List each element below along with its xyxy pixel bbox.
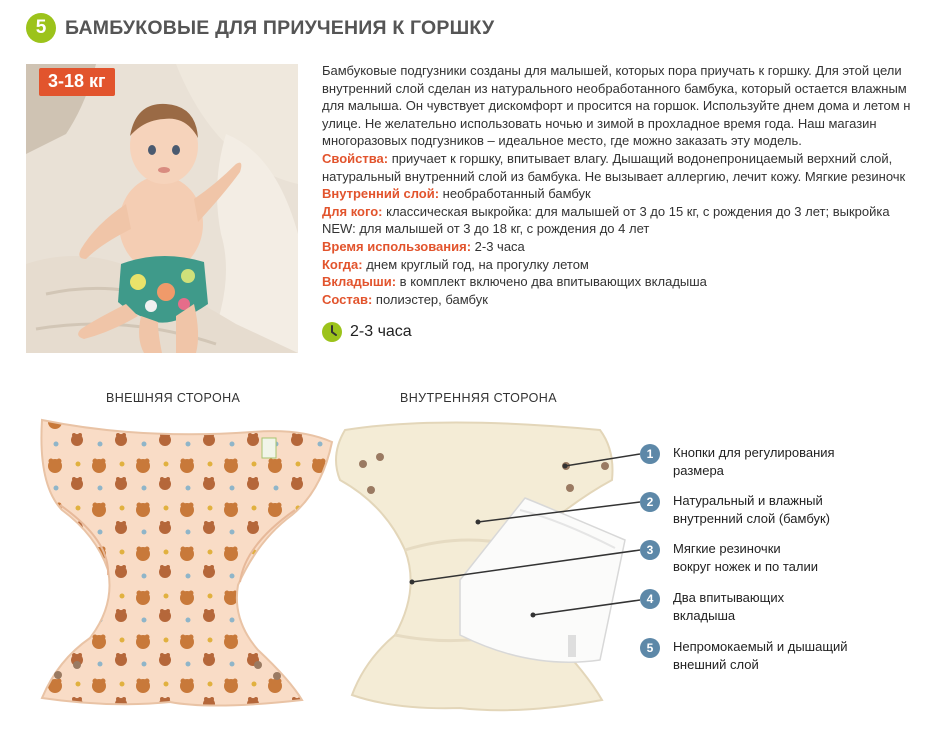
callout-text: [673, 638, 848, 673]
properties-row: [322, 150, 949, 168]
callout-line: внутренний слой (бамбук): [673, 510, 831, 526]
section-number-badge: 5: [26, 13, 56, 43]
section-title: БАМБУКОВЫЕ ДЛЯ ПРИУЧЕНИЯ К ГОРШКУ: [65, 16, 495, 39]
callout-line: Мягкие резиночки: [673, 541, 781, 556]
usage-time-text: 2-3 часа: [350, 323, 412, 340]
intro-line: для малыша. Он чувствует дискомфорт и просится на горшок. Используйте днем дома и летом н: [322, 98, 911, 114]
when-label: Когда:: [322, 256, 363, 272]
callout-line: Два впитывающих: [673, 590, 785, 605]
composition-label: Состав:: [322, 291, 373, 307]
callout-number: 4: [640, 589, 660, 609]
when-row: [322, 256, 949, 274]
callout-text: [673, 589, 784, 624]
callout-text: [673, 540, 818, 575]
intro-line: многоразовых подгузников – идеальное место, где можно заказать эту модель.: [322, 133, 802, 149]
usage-time-label: Время использования:: [322, 238, 472, 254]
properties-value: приучает к горшку, впитывает влагу. Дышащий водонепроницаемый верхний слой,: [388, 150, 893, 166]
usage-time-value: 2-3 часа: [471, 238, 525, 254]
callout-line: Кнопки для регулирования: [673, 445, 835, 460]
callout-number: 5: [640, 638, 660, 658]
callout-text: [673, 492, 830, 527]
properties-row-cont: натуральный внутренний слой из бамбука. Не вызывает аллергию, лечит кожу. Мягкие резиночк: [322, 168, 906, 184]
outer-side-title: ВНЕШНЯЯ СТОРОНА: [106, 391, 241, 405]
product-description: [322, 62, 949, 308]
composition-value: полиэстер, бамбук: [372, 291, 488, 307]
intro-line: внутренний слой сделан из натурального необработанного бамбука, который остается влажным: [322, 80, 907, 96]
callout-number: 3: [640, 540, 660, 560]
callout-line: внешний слой: [673, 656, 759, 672]
intro-line: Бамбуковые подгузники созданы для малышей, которых пора приучать к горшку. Для этой цели: [322, 63, 902, 78]
for-whom-row-cont: NEW: для малышей от 3 до 18 кг, с рождения до 4 лет: [322, 221, 650, 237]
callout-number: 2: [640, 492, 660, 512]
callout-5: [640, 638, 848, 673]
for-whom-value: классическая выкройка: для малышей от 3 до 15 кг, с рождения до 3 лет; выкройка: [382, 203, 890, 219]
callout-number: 1: [640, 444, 660, 464]
callout-line: вокруг ножек и по талии: [673, 558, 819, 574]
for-whom-label: Для кого:: [322, 203, 383, 219]
inserts-row: [322, 273, 949, 291]
inner-layer-row: [322, 185, 949, 203]
callout-line: Непромокаемый и дышащий: [673, 639, 848, 654]
usage-time-row: [322, 238, 949, 256]
callout-4: [640, 589, 784, 624]
intro-line: улице. Не желательно использовать ночью и зимой в прохладное время года. Наш магазин: [322, 115, 877, 131]
composition-row: [322, 291, 949, 309]
when-value: днем круглый год, на прогулку летом: [362, 256, 589, 272]
callout-line: размера: [673, 462, 724, 478]
inner-side-title: ВНУТРЕННЯЯ СТОРОНА: [400, 391, 557, 405]
callout-1: [640, 444, 835, 479]
for-whom-row: [322, 203, 949, 221]
outer-diaper-shape: [41, 420, 332, 706]
inserts-label: Вкладыши:: [322, 274, 397, 290]
inner-layer-label: Внутренний слой:: [322, 186, 440, 202]
callout-text: [673, 444, 835, 479]
product-photo: [26, 64, 298, 353]
baby-photo-illustration: [26, 64, 298, 353]
clock-icon: [322, 322, 342, 342]
callout-2: [640, 492, 830, 527]
callout-3: [640, 540, 818, 575]
usage-time-indicator: [322, 322, 412, 342]
inner-layer-value: необработанный бамбук: [439, 186, 591, 202]
weight-range-badge: 3-18 кг: [39, 68, 115, 96]
properties-label: Свойства:: [322, 150, 389, 166]
callout-line: Натуральный и влажный: [673, 493, 823, 508]
callout-line: вкладыша: [673, 607, 736, 623]
inserts-value: в комплект включено два впитывающих вкладыша: [396, 274, 707, 290]
section-header: [26, 12, 494, 44]
